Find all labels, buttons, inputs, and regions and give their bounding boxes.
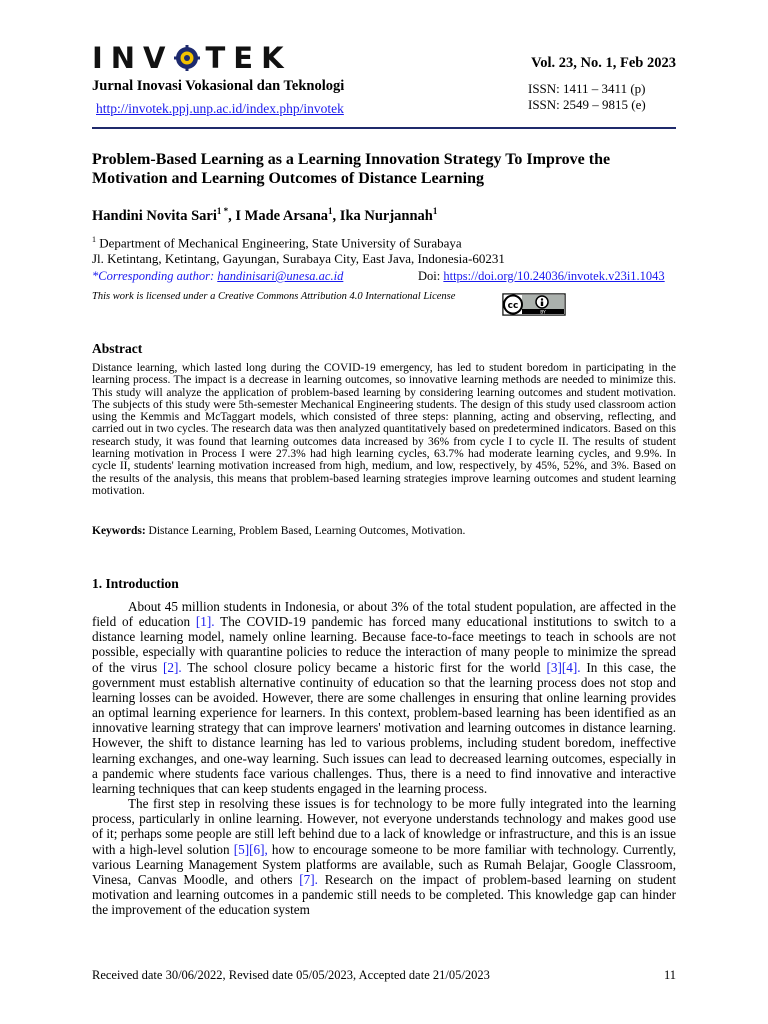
cc-by-license-icon[interactable] — [502, 293, 566, 316]
citation-link[interactable]: [3][4]. — [546, 659, 581, 675]
issn-electronic: ISSN: 2549 – 9815 (e) — [528, 97, 646, 112]
author-sup: 1 — [328, 206, 333, 216]
paragraph — [92, 599, 676, 796]
cc-badge-text: BY — [540, 310, 546, 316]
keywords-label: Keywords: — [92, 525, 146, 537]
logo-text-suffix: TEK — [205, 41, 292, 75]
author-name: Ika Nurjannah — [339, 207, 433, 224]
text-span: About 45 million students in Indonesia, or about 3% of the total student population, are affected in the field of education — [92, 599, 676, 630]
author-sup: 1 * — [216, 206, 229, 216]
affiliation-sup: 1 — [92, 235, 96, 244]
logo-gear-icon — [174, 45, 200, 71]
logo-text-prefix: INV — [92, 41, 174, 75]
introduction-body — [92, 599, 676, 917]
text-span: Research on the impact of problem-based learning on student motivation and learning outcomes in a pandemic still needs to be completed. This knowledge gap can hinder the improvement of the education system — [92, 871, 676, 918]
corresponding-label: *Corresponding author: — [92, 269, 215, 283]
affiliation-line-2: Jl. Ketintang, Ketintang, Gayungan, Surabaya City, East Java, Indonesia-60231 — [92, 251, 505, 267]
keywords — [92, 525, 465, 537]
affiliation-line-1: Department of Mechanical Engineering, State University of Surabaya — [99, 235, 462, 251]
article-title: Problem-Based Learning as a Learning Innovation Strategy To Improve the Motivation and Learning Outcomes of Distance Learning — [92, 151, 611, 187]
volume-info: Vol. 23, No. 1, Feb 2023 — [531, 55, 676, 71]
svg-text:cc: cc — [507, 301, 519, 311]
page-number: 11 — [663, 968, 676, 982]
citation-link[interactable]: [1]. — [195, 614, 215, 630]
abstract-text: Distance learning, which lasted long during the COVID-19 emergency, has led to student boredom in participating in the learning process. The impact is a decrease in learning outcomes, so innovative learning methods are needed to minimize this. This study will analyze the application of problem-based learning by considering learning outcomes and student motivation. The subjects of this study were 5th-semester Mechanical Engineering students. The design of this study used classroom action using the Kemmis and McTaggart models, which consisted of three steps: planning, acting and observing, reflecting, and carried out in two cycles. The research data was then analyzed quantitatively based on predetermined indicators. Based on this research study, it was found that learning outcomes data increased by 36% from cycle I to cycle II. The results of student learning motivation in Process I were 27.3% had high learning cycles, 63.7% had moderate learning cycles, and 9.9%. In cycle II, students' learning motivation increased from high, medium, and low, respectively, by 45%, 52%, and 3%. Based on the results of the analysis, this means that problem-based learning strategies improve learning outcomes and student learning motivation. — [92, 362, 676, 497]
text-span: The school closure policy became a historic first for the world — [181, 659, 547, 675]
author-sup: 1 — [432, 206, 438, 216]
issn-print: ISSN: 1411 – 3411 (p) — [528, 81, 646, 96]
text-span: The COVID-19 pandemic has forced many educational institutions to switch to a distance learning model, namely online learning. Because face-to-face meetings to teach in schools are not possible, especially with quarantine policies to reduce the interaction of many people to minimize the spread of the virus — [92, 614, 676, 675]
author-name: Handini Novita Sari — [92, 207, 217, 224]
text-span: The first step in resolving these issues is for technology to be more fully integrated into the learning process, particularly in online learning. However, not everyone understands technology and makes good use of it; perhaps some people are still left behind due to a lack of knowledge or infrastructure, and this is an issue with a high-level solution — [92, 796, 676, 857]
header-divider — [92, 127, 676, 129]
text-span: how to encourage someone to be more familiar with technology. Currently, various Learning Management System platforms are available, such as Rumah Belajar, Google Classroom, Vinesa, Canvas Moodle, and others — [92, 841, 676, 887]
abstract-heading: Abstract — [92, 341, 143, 356]
corresponding-email-link[interactable]: handinisari@unesa.ac.id — [217, 269, 344, 283]
citation-link[interactable]: [5][6], — [233, 841, 268, 857]
citation-link[interactable]: [2]. — [162, 659, 182, 675]
affiliation — [92, 232, 676, 267]
citation-link[interactable]: [7]. — [299, 871, 318, 887]
received-dates: Received date 30/06/2022, Revised date 05/05/2023, Accepted date 21/05/2023 — [92, 968, 490, 982]
journal-name: Jurnal Inovasi Vokasional dan Teknologi — [92, 78, 345, 94]
doi-link[interactable]: https://doi.org/10.24036/invotek.v23i1.1043 — [443, 269, 665, 283]
journal-url-link[interactable]: http://invotek.ppj.unp.ac.id/index.php/invotek — [96, 101, 344, 116]
keywords-list: Distance Learning, Problem Based, Learning Outcomes, Motivation. — [148, 525, 466, 537]
license-text: This work is licensed under a Creative Commons Attribution 4.0 International License — [92, 291, 456, 302]
text-span: In this case, the government must establish alternative continuity of education so that the learning process does not stop and learning losses can be avoided. However, there are some challenges in ensuring that online learning provides an optimal learning experience for learners. In this context, problem-based learning has been identified as an innovative learning strategy that can improve learners' motivation and learning outcomes in distance learning. However, the shift to distance learning has led to various problems, including student boredom, ineffective learning exchanges, and one-way learning. Such issues can lead to decreased learning outcomes, especially in a pandemic where students face various challenges. Thus, there is a need to find innovative and interactive learning techniques that can keep students engaged in the learning process. — [92, 659, 676, 796]
section-heading-introduction: 1. Introduction — [92, 576, 179, 591]
author-list: Handini Novita Sari$^{1 *}$, I Made Arsana$^1$, Ika Nurjannah$^1$ — [92, 206, 438, 224]
corresponding-author — [92, 269, 343, 284]
author-name: I Made Arsana — [235, 207, 329, 224]
paragraph — [92, 796, 676, 917]
journal-logo — [92, 40, 292, 76]
doi-label: Doi: — [418, 269, 441, 283]
doi — [418, 269, 665, 284]
